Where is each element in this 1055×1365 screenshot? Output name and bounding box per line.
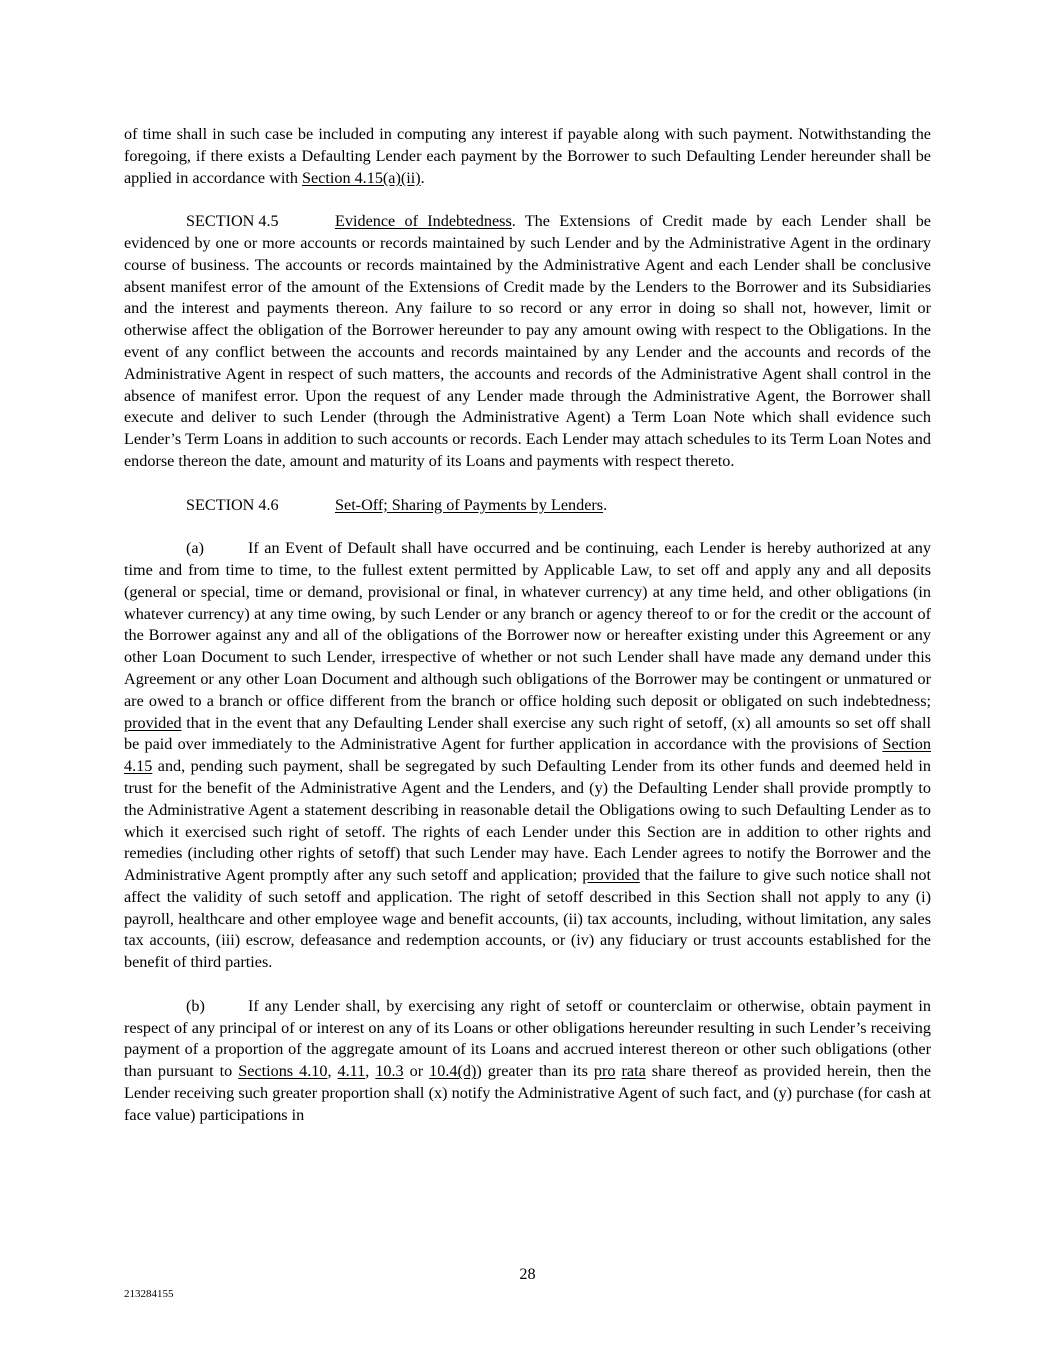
paragraph-text: that in the event that any Defaulting Lender shall exercise any such right of setoff, (x) all amounts so set off shall be paid over immediately to the Administrative Agent for further application in accordance with the provisions of xyxy=(124,713,931,754)
paragraph-text: If an Event of Default shall have occurred and be continuing, each Lender is hereby authorized at any time and from time to time, to the fullest extent permitted by Applicable Law, to set off and apply any and all deposits (general or special, time or demand, provisional or final, in whatever currency) at any time held, and other obligations (in whatever currency) at any time owing, by such Lender or any branch or agency thereof to or for the credit or the account of the Borrower against any and all of the obligations of the Borrower now or hereafter existing under this Agreement or any other Loan Document to such Lender, irrespective of whether or not such Lender shall have made any demand under this Agreement or any other Loan Document and although such obligations of the Borrower may be contingent or unmatured or are owed to a branch or office different from the branch or office holding such deposit or obligated on such indebtedness; xyxy=(124,539,931,710)
section-reference: 10.3 xyxy=(375,1062,404,1081)
subsection-a-paragraph xyxy=(124,538,931,974)
latin-term: rata xyxy=(621,1062,646,1081)
section-reference: 10.4(d) xyxy=(429,1062,477,1081)
paragraph-text: The Extensions of Credit made by each Lender shall be evidenced by one or more accounts or records maintained by such Lender and by the Administrative Agent in the ordinary course of business. The accounts or records maintained by the Administrative Agent and each Lender shall be conclusive absent manifest error of the amount of the Extensions of Credit made by the Lenders to the Borrower and its Subsidiaries and the interest and payments thereon. Any failure to so record or any error in doing so shall not, however, limit or otherwise affect the obligation of the Borrower hereunder to pay any amount owing with respect to the Obligations. In the event of any conflict between the accounts and records maintained by any Lender and the accounts and records of the Administrative Agent in respect of such matters, the accounts and records of the Administrative Agent shall control in the absence of manifest error. Upon the request of any Lender made through the Administrative Agent, the Borrower shall execute and deliver to such Lender (through the Administrative Agent) a Term Loan Note which shall evidence such Lender’s Term Loans in addition to such accounts or records. Each Lender may attach schedules to its Term Loan Notes and endorse thereon the date, amount and maturity of its Loans and payments with respect thereto. xyxy=(124,212,931,470)
paragraph-text: , xyxy=(365,1062,376,1081)
paragraph-text: of time shall in such case be included in computing any interest if payable along with such payment. Notwithstanding the foregoing, if there exists a Defaulting Lender each payment by the Borrower to such Defaulting Lender hereunder shall be applied in accordance with xyxy=(124,125,931,187)
section-reference: 4.11 xyxy=(337,1062,366,1081)
paragraph-text: . xyxy=(603,495,608,514)
subsection-label: (b) xyxy=(186,996,205,1015)
latin-term: pro xyxy=(593,1062,616,1081)
paragraph-continuation xyxy=(124,124,931,189)
subsection-b-paragraph xyxy=(124,996,931,1127)
section-4-6-heading xyxy=(124,495,931,517)
section-number: SECTION 4.5 xyxy=(186,212,279,231)
section-reference: Section 4.15 xyxy=(124,735,931,776)
document-body xyxy=(124,124,931,1148)
section-reference: Sections 4.10 xyxy=(238,1062,328,1081)
paragraph-text: ) greater than its xyxy=(476,1062,594,1081)
section-title: Set-Off; Sharing of Payments by Lenders xyxy=(335,495,604,514)
provided-term: provided xyxy=(582,866,640,885)
provided-term: provided xyxy=(124,713,182,732)
paragraph-text: . xyxy=(420,168,425,187)
section-title: Evidence of Indebtedness xyxy=(335,212,512,231)
paragraph-text: that the failure to give such notice shall not affect the validity of such setoff and application. The right of setoff described in this Section shall not apply to any (i) payroll, healthcare and other employee wage and benefit accounts, (ii) tax accounts, including, without limitation, any sales tax accounts, (iii) escrow, defeasance and redemption accounts, or (iv) any fiduciary or trust accounts established for the benefit of third parties. xyxy=(124,866,932,972)
paragraph-text: , xyxy=(327,1062,338,1081)
section-number: SECTION 4.6 xyxy=(186,495,279,514)
section-4-5-paragraph xyxy=(124,211,931,473)
paragraph-text: or xyxy=(403,1062,430,1081)
subsection-label: (a) xyxy=(186,539,204,558)
paragraph-text: share thereof as provided herein, then the Lender receiving such greater proportion shall (x) notify the Administrative Agent of such fact, and (y) purchase (for cash at face value) participations in xyxy=(124,1062,932,1124)
page-number: 28 xyxy=(519,1265,536,1283)
document-id: 213284155 xyxy=(124,1288,174,1300)
section-reference: Section 4.15(a)(ii) xyxy=(301,168,421,187)
paragraph-text: . xyxy=(511,212,516,231)
paragraph-text: and, pending such payment, shall be segregated by such Defaulting Lender from its other funds and deemed held in trust for the benefit of the Administrative Agent and the Lenders, and (y) the Defaulting Lender shall provide promptly to the Administrative Agent a statement describing in reasonable detail the Obligations owing to such Defaulting Lender as to which it exercised such right of setoff. The rights of each Lender under this Section are in addition to other rights and remedies (including other rights of setoff) that such Lender may have. Each Lender agrees to notify the Borrower and the Administrative Agent promptly after any such setoff and application; xyxy=(124,757,931,885)
paragraph-text: If any Lender shall, by exercising any right of setoff or counterclaim or otherwise, obtain payment in respect of any principal of or interest on any of its Loans or other obligations hereunder resulting in such Lender’s receiving payment of a proportion of the aggregate amount of its Loans and accrued interest thereon or other such obligations (other than pursuant to xyxy=(124,996,931,1081)
